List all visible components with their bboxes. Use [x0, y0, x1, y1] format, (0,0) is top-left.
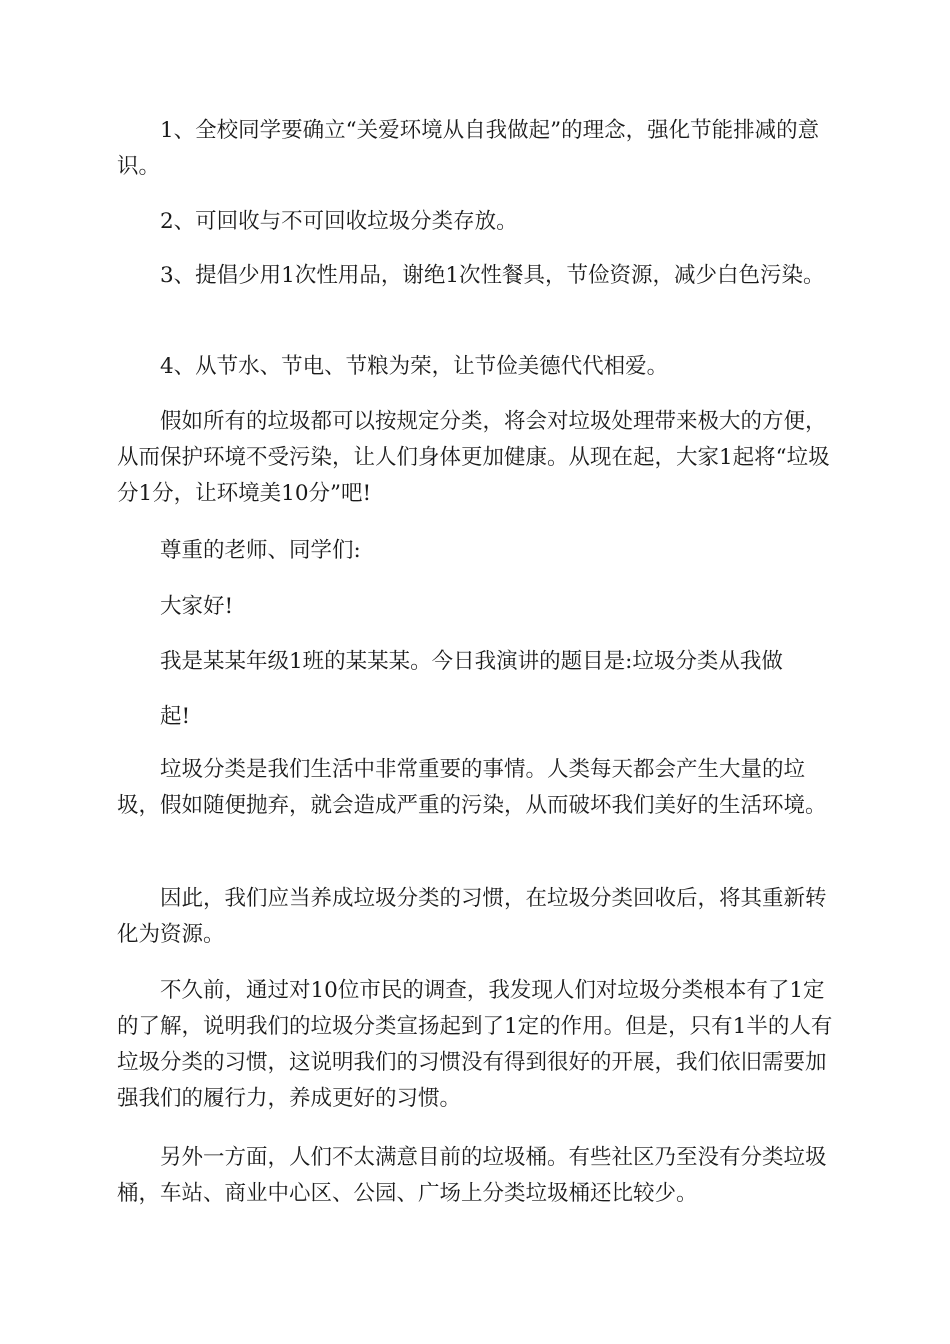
- paragraph-9: 起!: [160, 704, 191, 729]
- paragraph-11: 因此，我们应当养成垃圾分类的习惯，在垃圾分类回收后，将其重新转化为资源。: [117, 886, 827, 947]
- paragraph-4: 4、从节水、节电、节粮为荣，让节俭美德代代相爱。: [160, 354, 669, 379]
- paragraph-1: 1、全校同学要确立“关爱环境从自我做起”的理念，强化节能排减的意识。: [117, 118, 820, 179]
- paragraph-6: 尊重的老师、同学们:: [160, 538, 361, 563]
- paragraph-3: 3、提倡少用1次性用品，谢绝1次性餐具，节俭资源，减少白色污染。: [160, 263, 825, 288]
- paragraph-8: 我是某某年级1班的某某某。今日我演讲的题目是:垃圾分类从我做: [160, 649, 783, 674]
- paragraph-5: 假如所有的垃圾都可以按规定分类，将会对垃圾处理带来极大的方便，从而保护环境不受污染，让人们身体更加健康。从现在起，大家1起将“垃圾分1分，让环境美10分”吧!: [117, 409, 830, 506]
- paragraph-2: 2、可回收与不可回收垃圾分类存放。: [160, 209, 518, 234]
- paragraph-10: 垃圾分类是我们生活中非常重要的事情。人类每天都会产生大量的垃圾，假如随便抛弃，就会造成严重的污染，从而破坏我们美好的生活环境。: [117, 757, 827, 818]
- paragraph-13: 另外一方面，人们不太满意目前的垃圾桶。有些社区乃至没有分类垃圾桶，车站、商业中心区、公园、广场上分类垃圾桶还比较少。: [117, 1145, 827, 1206]
- paragraph-7: 大家好!: [160, 594, 234, 619]
- paragraph-12: 不久前，通过对10位市民的调查，我发现人们对垃圾分类根本有了1定的了解，说明我们的垃圾分类宣扬起到了1定的作用。但是，只有1半的人有垃圾分类的习惯，这说明我们的习惯没有得到很好的开展，我们依旧需要加强我们的履行力，养成更好的习惯。: [117, 978, 833, 1111]
